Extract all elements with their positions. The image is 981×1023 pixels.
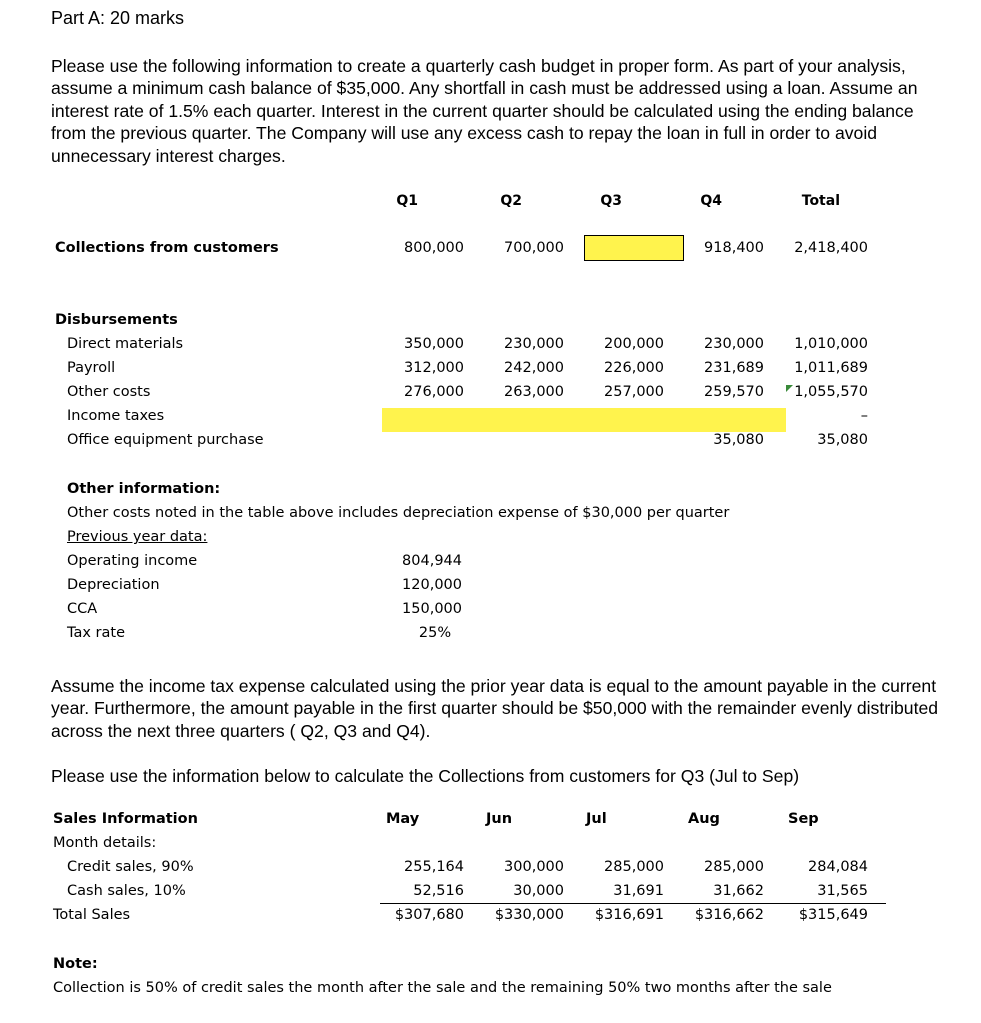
credit-sales-label: Credit sales, 90%	[67, 859, 194, 875]
operating-income-label: Operating income	[67, 553, 198, 569]
cash-sales-may: 52,516	[413, 883, 464, 899]
note-title: Note:	[53, 956, 98, 972]
collections-q2: 700,000	[504, 240, 564, 256]
other-info-title: Other information:	[67, 481, 221, 497]
header-q2: Q2	[500, 193, 522, 209]
total-sales-sep: $315,649	[798, 907, 868, 923]
depreciation-value: 120,000	[402, 577, 462, 593]
other-costs-q1: 276,000	[404, 384, 464, 400]
direct-materials-q4: 230,000	[704, 336, 764, 352]
cca-label: CCA	[67, 601, 98, 617]
total-sales-aug: $316,662	[694, 907, 764, 923]
cash-sales-sep: 31,565	[817, 883, 868, 899]
other-costs-q3: 257,000	[604, 384, 664, 400]
direct-materials-q2: 230,000	[504, 336, 564, 352]
cash-sales-aug: 31,662	[713, 883, 764, 899]
assumption-paragraph	[51, 675, 951, 742]
payroll-q1: 312,000	[404, 360, 464, 376]
payroll-total: 1,011,689	[794, 360, 868, 376]
payroll-q4: 231,689	[704, 360, 764, 376]
month-details-label: Month details:	[53, 835, 157, 851]
assumption-text: Assume the income tax expense calculated using the prior year data is equal to the amount payable in the current year. Furthermore, the amount payable in the first quarter should be $50,000 with the remainder evenly distributed across the next three quarters ( Q2, Q3 and Q4).	[51, 676, 939, 741]
collections-q1: 800,000	[404, 240, 464, 256]
income-taxes-total: –	[860, 408, 868, 424]
month-may: May	[386, 811, 420, 827]
collections-total: 2,418,400	[794, 240, 868, 256]
header-q1: Q1	[396, 193, 418, 209]
sales-total-divider	[380, 903, 886, 904]
credit-sales-jul: 285,000	[604, 859, 664, 875]
month-aug: Aug	[688, 811, 720, 827]
disbursements-label: Disbursements	[55, 312, 178, 328]
previous-year-title: Previous year data:	[67, 529, 208, 545]
row-direct-materials-label: Direct materials	[67, 336, 184, 352]
header-q3: Q3	[600, 193, 622, 209]
tax-rate-label: Tax rate	[67, 625, 125, 641]
calc-instruction: Please use the information below to calculate the Collections from customers for Q3 (Jul to Sep)	[51, 766, 800, 786]
row-other-costs-label: Other costs	[67, 384, 151, 400]
credit-sales-jun: 300,000	[504, 859, 564, 875]
other-costs-q2: 263,000	[504, 384, 564, 400]
direct-materials-total: 1,010,000	[794, 336, 868, 352]
part-title: Part A: 20 marks	[51, 8, 185, 28]
header-q4: Q4	[700, 193, 722, 209]
payroll-q3: 226,000	[604, 360, 664, 376]
office-equipment-total: 35,080	[817, 432, 868, 448]
month-jul: Jul	[586, 811, 607, 827]
total-sales-jul: $316,691	[594, 907, 664, 923]
header-total: Total	[801, 193, 840, 209]
collections-q3-input[interactable]	[584, 235, 684, 261]
total-sales-may: $307,680	[394, 907, 464, 923]
credit-sales-aug: 285,000	[704, 859, 764, 875]
row-office-equipment-label: Office equipment purchase	[67, 432, 264, 448]
income-taxes-highlight[interactable]	[382, 408, 786, 432]
collections-label: Collections from customers	[55, 240, 279, 256]
other-costs-q4: 259,570	[704, 384, 764, 400]
total-sales-jun: $330,000	[494, 907, 564, 923]
cca-value: 150,000	[402, 601, 462, 617]
intro-text: Please use the following information to create a quarterly cash budget in proper form. As part of your analysis, assume a minimum cash balance of $35,000. Any shortfall in cash must be addressed using a loan. Assume an interest rate of 1.5% each quarter. Interest in the current quarter should be calculated using the ending balance from the previous quarter. The Company will use any excess cash to repay the loan in full in order to avoid unnecessary interest charges.	[51, 56, 918, 166]
operating-income-value: 804,944	[402, 553, 462, 569]
total-sales-label: Total Sales	[53, 907, 131, 923]
credit-sales-may: 255,164	[404, 859, 464, 875]
direct-materials-q3: 200,000	[604, 336, 664, 352]
row-income-taxes-label: Income taxes	[67, 408, 165, 424]
direct-materials-q1: 350,000	[404, 336, 464, 352]
other-info-note: Other costs noted in the table above includes depreciation expense of $30,000 per quarter	[67, 505, 730, 521]
credit-sales-sep: 284,084	[808, 859, 868, 875]
cash-sales-label: Cash sales, 10%	[67, 883, 186, 899]
cash-sales-jul: 31,691	[613, 883, 664, 899]
note-text: Collection is 50% of credit sales the month after the sale and the remaining 50% two months after the sale	[53, 980, 832, 996]
depreciation-label: Depreciation	[67, 577, 160, 593]
collections-q4: 918,400	[704, 240, 764, 256]
row-payroll-label: Payroll	[67, 360, 116, 376]
tax-rate-value: 25%	[418, 625, 452, 641]
month-jun: Jun	[486, 811, 513, 827]
other-costs-total: 1,055,570	[794, 384, 868, 400]
intro-paragraph	[51, 55, 951, 167]
office-equipment-q4: 35,080	[713, 432, 764, 448]
payroll-q2: 242,000	[504, 360, 564, 376]
sales-info-title: Sales Information	[53, 811, 198, 827]
month-sep: Sep	[788, 811, 819, 827]
cash-sales-jun: 30,000	[513, 883, 564, 899]
